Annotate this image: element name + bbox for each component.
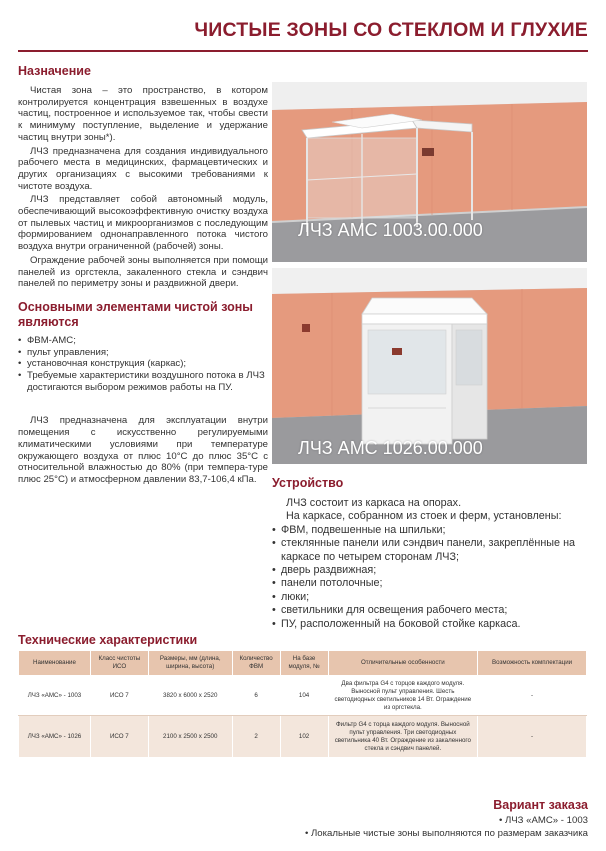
- list-item: • стеклянные панели или сэндвич панели, закреплённые на каркасе по четырем сторонам ЛЧЗ;: [272, 537, 590, 564]
- device-section: [272, 476, 590, 631]
- table-cell: 104: [280, 676, 328, 716]
- column-header: Наименование: [19, 651, 91, 676]
- list-item: • ФВМ-АМС;: [18, 335, 268, 347]
- list-item: На каркасе, собранном из стоек и ферм, установлены:: [286, 510, 562, 523]
- elements-list: [18, 335, 268, 394]
- table-cell: ИСО 7: [90, 676, 148, 716]
- table-cell: 3820 х 6000 х 2520: [148, 676, 232, 716]
- table-cell: 2: [232, 716, 280, 758]
- table-cell: ЛЧЗ «АМС» - 1026: [19, 716, 91, 758]
- device-heading: Устройство: [272, 476, 344, 490]
- device-list: [272, 510, 590, 631]
- column-header: Количество ФВМ: [232, 651, 280, 676]
- page-title: ЧИСТЫЕ ЗОНЫ СО СТЕКЛОМ И ГЛУХИЕ: [194, 19, 588, 41]
- list-item: • панели потолочные;: [272, 577, 590, 590]
- order-section: [305, 798, 588, 840]
- column-header: Возможность комплектации: [478, 651, 587, 676]
- order-item: • Локальные чистые зоны выполняются по размерам заказчика: [304, 828, 588, 839]
- list-item: • установочная конструкция (каркас);: [18, 358, 268, 370]
- table-row: [19, 676, 587, 716]
- table-cell: -: [478, 716, 587, 758]
- list-item: • светильники для освещения рабочего места;: [272, 604, 590, 617]
- purpose-heading: Назначение: [18, 64, 91, 78]
- column-header: Отличительные особенности: [328, 651, 478, 676]
- table-cell: -: [478, 676, 587, 716]
- list-item: • дверь раздвижная;: [272, 564, 590, 577]
- list-item: • ФВМ, подвешенные на шпильки;: [272, 524, 590, 537]
- specs-table: [18, 650, 587, 758]
- photo-caption-1003: ЛЧЗ АМС 1003.00.000: [298, 220, 483, 240]
- column-header: Размеры, мм (длина, ширина, высота): [148, 651, 232, 676]
- order-heading: Вариант заказа: [493, 798, 588, 812]
- list-item: • пульт управления;: [18, 347, 268, 359]
- table-cell: Два фильтра G4 с торцов каждого модуля. Выносной пульт управления. Шесть светодиодных светильников 14 Вт. Ограждение из оргстекла.: [328, 676, 478, 716]
- column-header: Класс чистоты ИСО: [90, 651, 148, 676]
- purpose-paragraph: Чистая зона – это пространство, в котором контролируется концентрация взвешенных в воздухе частиц, построенное и используемое так, чтобы свести к минимуму поступление, выделение и удержание частиц внутри зоны*).: [18, 85, 268, 143]
- left-column: [18, 64, 268, 486]
- table-cell: ИСО 7: [90, 716, 148, 758]
- photo-clean-zone-1026: [272, 268, 587, 464]
- table-row: [19, 716, 587, 758]
- table-cell: 2100 х 2500 х 2500: [148, 716, 232, 758]
- order-item: • ЛЧЗ «АМС» - 1003: [498, 815, 588, 826]
- photo-caption-1026: ЛЧЗ АМС 1026.00.000: [298, 438, 483, 458]
- table-header-row: [19, 651, 587, 676]
- purpose-paragraph: Ограждение рабочей зоны выполняется при помощи панелей из оргстекла, закаленного стекла и сэндвич панелей по периметру зоны и раздвижной двери.: [18, 254, 268, 290]
- operating-conditions: ЛЧЗ предназначена для эксплуатации внутри помещения с искусственно регулируемыми климатическими условиями при температуре окружающего воздуха от плюс 10°С до плюс 35°С с относительной влажностью до 80% (при темпера-туре плюс 25°С) и атмосферном давлении 83,7-106,4 кПа.: [18, 415, 268, 485]
- specs-heading: Технические характеристики: [18, 633, 198, 647]
- table-cell: 102: [280, 716, 328, 758]
- list-item: • Требуемые характеристики воздушного потока в ЛЧЗ достигаются выбором режимов работы на ПУ.: [18, 370, 268, 393]
- title-divider: [18, 50, 588, 52]
- list-item: • ПУ, расположенный на боковой стойке каркаса.: [272, 618, 590, 631]
- photo-clean-zone-1003: [272, 82, 587, 262]
- purpose-paragraph: ЛЧЗ предназначена для создания индивидуального рабочего места в медицинских, фармацевтических и других организациях с высокими требованиями к чистоте воздуха.: [18, 145, 268, 192]
- device-intro: ЛЧЗ состоит из каркаса на опорах.: [286, 497, 462, 509]
- purpose-text: [18, 85, 268, 290]
- purpose-paragraph: ЛЧЗ представляет собой автономный модуль, обеспечивающий высокоэффективную очистку воздуха от пылевых частиц и микроорганизмов с последующим формированием однонаправленного потока чистого воздуха внутри ограниченной (рабочей) зоны.: [18, 194, 268, 253]
- column-header: На базе модуля, №: [280, 651, 328, 676]
- table-cell: Фильтр G4 с торца каждого модуля. Выносной пульт управления. Три светодиодных светильника 40 Вт. Ограждение из закаленного стекла и сэндвич панелей.: [328, 716, 478, 758]
- list-item: • люки;: [272, 591, 590, 604]
- clean-zone-1026-image: [272, 268, 587, 464]
- table-cell: 6: [232, 676, 280, 716]
- table-cell: ЛЧЗ «АМС» - 1003: [19, 676, 91, 716]
- elements-heading: Основными элементами чистой зоны являются: [18, 299, 253, 329]
